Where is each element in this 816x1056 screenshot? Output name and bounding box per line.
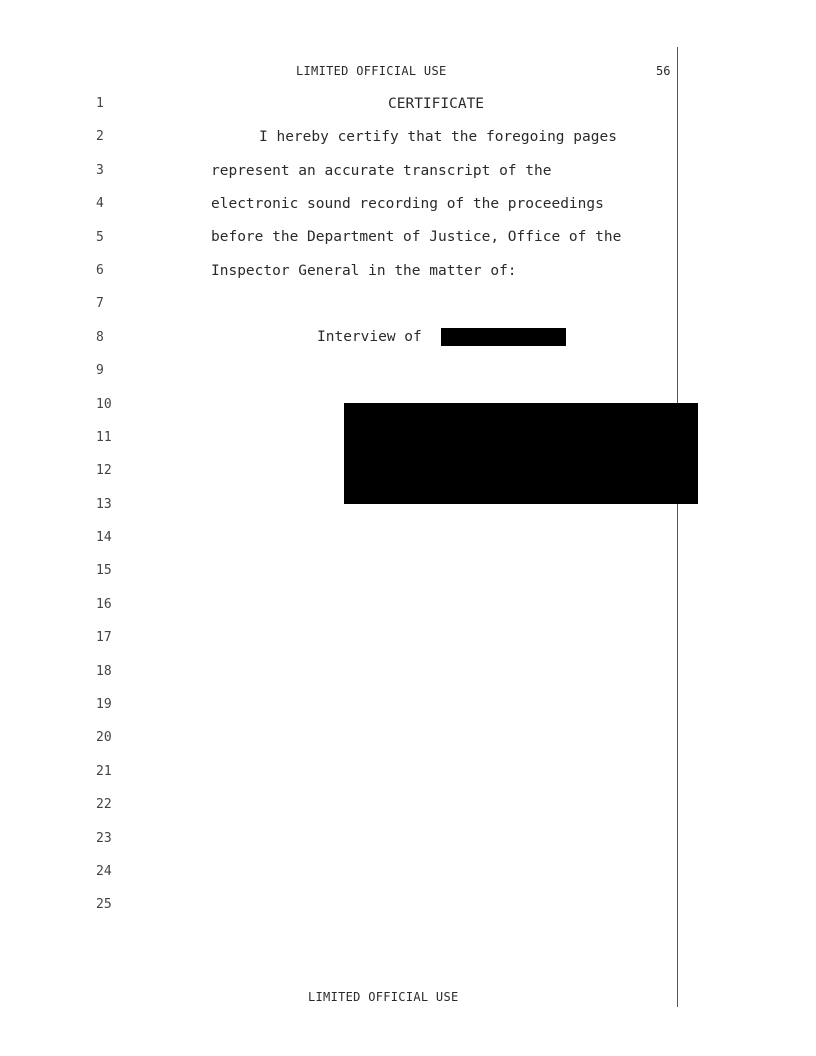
line-number: 8 xyxy=(96,329,104,345)
line-number: 23 xyxy=(96,830,112,846)
line-number: 18 xyxy=(96,663,112,679)
line-number: 4 xyxy=(96,196,104,212)
line-number: 12 xyxy=(96,463,112,479)
body-line: Inspector General in the matter of: xyxy=(211,263,517,279)
line-number: 17 xyxy=(96,630,112,646)
interview-label: Interview of xyxy=(317,329,422,345)
line-number: 14 xyxy=(96,530,112,546)
header-classification: LIMITED OFFICIAL USE xyxy=(296,64,447,78)
line-number: 24 xyxy=(96,863,112,879)
certificate-title: CERTIFICATE xyxy=(388,96,485,112)
line-number: 6 xyxy=(96,262,104,278)
footer-classification: LIMITED OFFICIAL USE xyxy=(308,990,459,1004)
line-number: 5 xyxy=(96,229,104,245)
line-number: 19 xyxy=(96,697,112,713)
line-number: 13 xyxy=(96,496,112,512)
redaction-name xyxy=(441,328,566,346)
line-number: 20 xyxy=(96,730,112,746)
body-line: electronic sound recording of the proceedings xyxy=(211,196,604,212)
line-number-column xyxy=(96,94,120,929)
redaction-block xyxy=(344,403,698,504)
line-number: 7 xyxy=(96,296,104,312)
line-number: 9 xyxy=(96,363,104,379)
line-number: 21 xyxy=(96,763,112,779)
line-number: 16 xyxy=(96,596,112,612)
body-line: I hereby certify that the foregoing pages xyxy=(259,129,617,145)
line-number: 25 xyxy=(96,897,112,913)
line-number: 10 xyxy=(96,396,112,412)
line-number: 15 xyxy=(96,563,112,579)
line-number: 2 xyxy=(96,129,104,145)
page-number: 56 xyxy=(656,64,671,78)
line-number: 3 xyxy=(96,162,104,178)
line-number: 1 xyxy=(96,96,104,111)
line-number: 22 xyxy=(96,797,112,813)
body-line: before the Department of Justice, Office of the xyxy=(211,229,622,245)
body-line: represent an accurate transcript of the xyxy=(211,163,552,179)
line-number: 11 xyxy=(96,429,112,445)
right-margin-rule xyxy=(677,47,678,1007)
